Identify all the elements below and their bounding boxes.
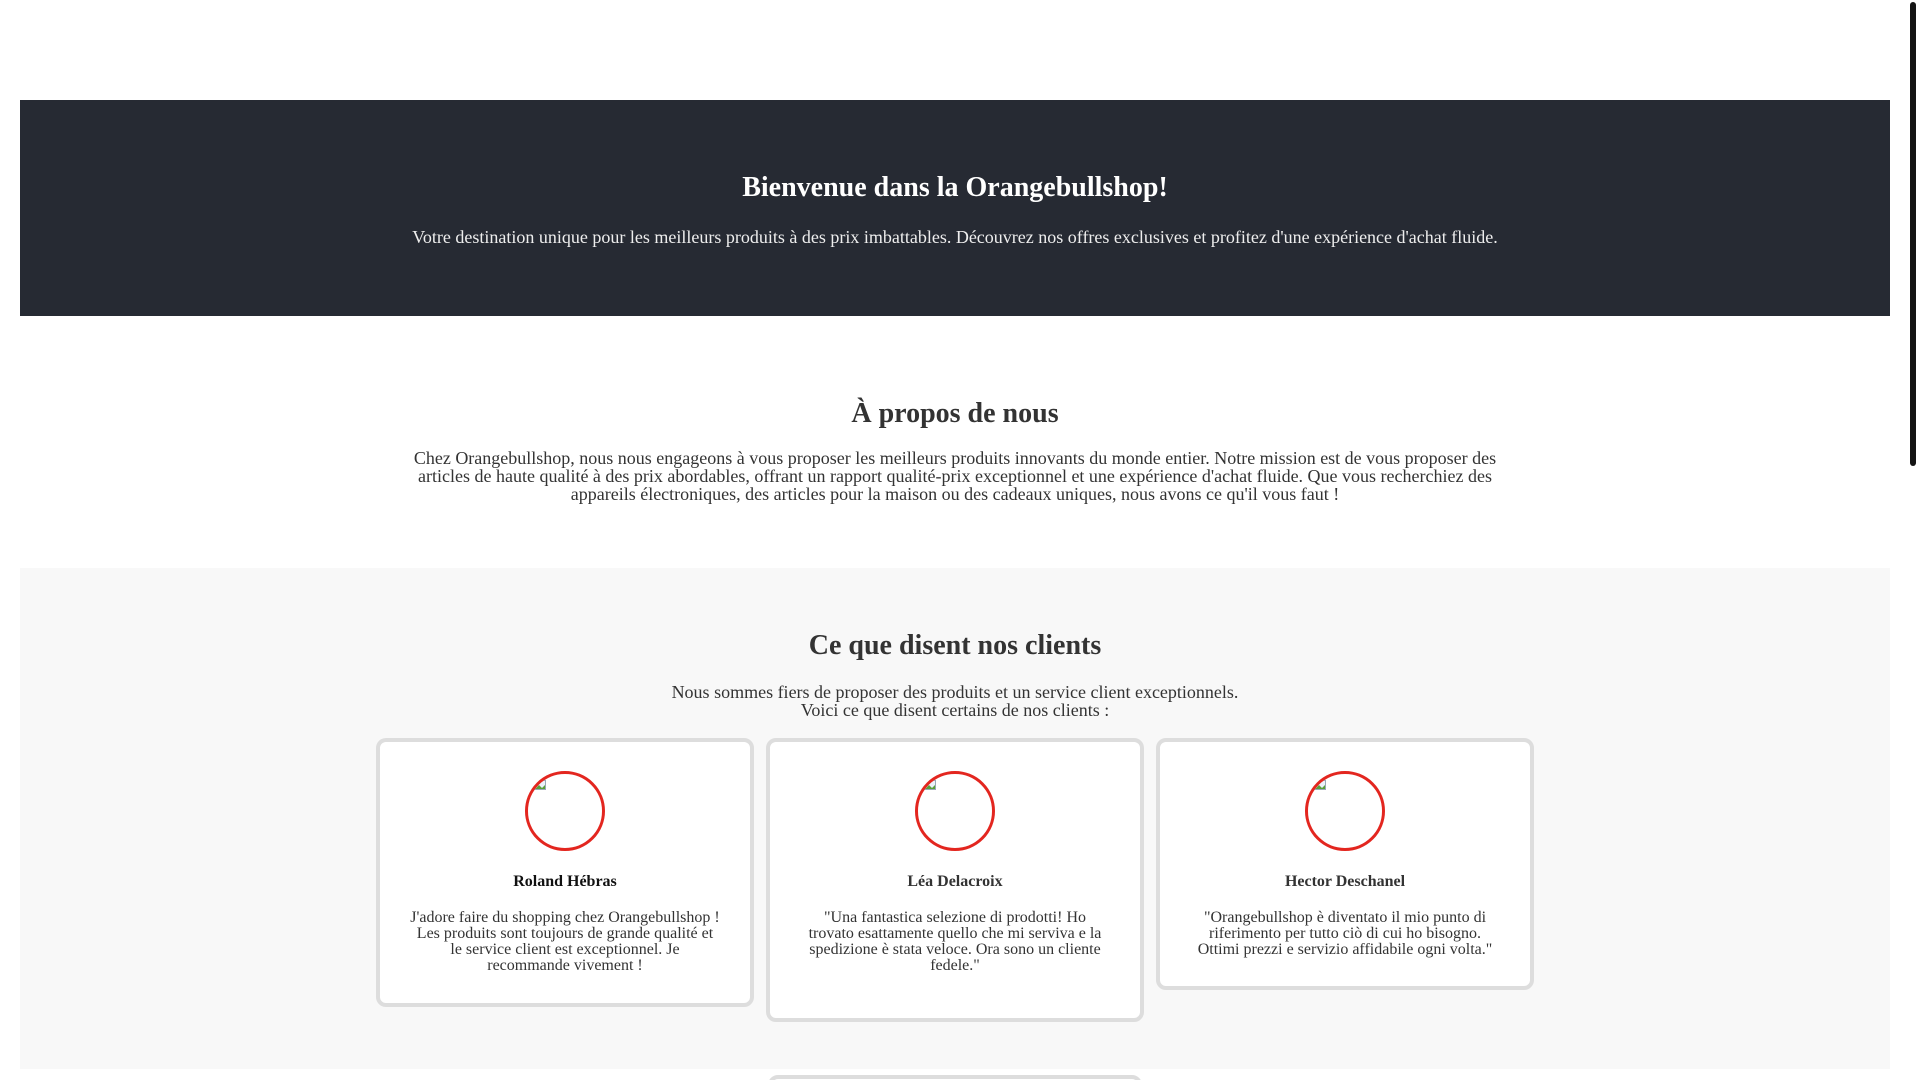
broken-image-icon [1314,780,1326,790]
testimonials-intro-line2: Voici ce que disent certains de nos clients : [800,700,1110,720]
hero-banner [20,100,1890,316]
hero-subtitle: Votre destination unique pour les meilleurs produits à des prix imbattables. Découvrez nos offres exclusives et profitez d'une expérience d'achat fluide. [412,227,1498,247]
avatar [1305,771,1385,851]
broken-image-icon [534,780,546,790]
testimonial-card [1156,738,1534,990]
about-heading: À propos de nous [851,398,1059,429]
testimonials-section [20,568,1890,1069]
next-content-card [768,1075,1142,1080]
testimonial-quote: "Una fantastica selezione di prodotti! Ho trovato esattamente quello che mi serviva e la spedizione è stata veloce. Ora sono un cliente fedele." [808,909,1102,974]
testimonial-name: Hector Deschanel [1284,873,1406,890]
broken-image-icon [924,780,936,790]
testimonial-card [376,738,754,1007]
avatar [525,771,605,851]
testimonial-quote: J'adore faire du shopping chez Orangebullshop ! Les produits sont toujours de grande qualité et le service client est exceptionnel. Je recommande vivement ! [410,909,720,974]
testimonials-intro [20,683,1890,719]
testimonial-name: Roland Hébras [513,873,617,890]
about-section [20,316,1890,568]
hero-title: Bienvenue dans la Orangebullshop! [742,172,1168,203]
testimonials-heading: Ce que disent nos clients [808,630,1102,661]
avatar [915,771,995,851]
about-text: Chez Orangebullshop, nous nous engageons à vous proposer les meilleurs produits innovants du monde entier. Notre mission est de vous proposer des articles de haute qualité à des prix abordables, offrant un rapport qualité-prix exceptionnel et une expérience d'achat fluide. Que vous recherchiez des appareils électroniques, des articles pour la maison ou des cadeaux uniques, nous avons ce qu'il vous faut ! [413,448,1497,504]
testimonial-name: Léa Delacroix [907,873,1003,890]
testimonial-quote: "Orangebullshop è diventato il mio punto di riferimento per tutto ciò di cui ho bisogno. Ottimi prezzi e servizio affidabile ogni volta." [1197,909,1493,958]
scrollbar-thumb[interactable] [1910,2,1916,466]
testimonials-intro-line1: Nous sommes fiers de proposer des produits et un service client exceptionnels. [671,682,1239,702]
vertical-scrollbar[interactable] [1906,0,1920,1080]
testimonial-card [766,738,1144,1022]
